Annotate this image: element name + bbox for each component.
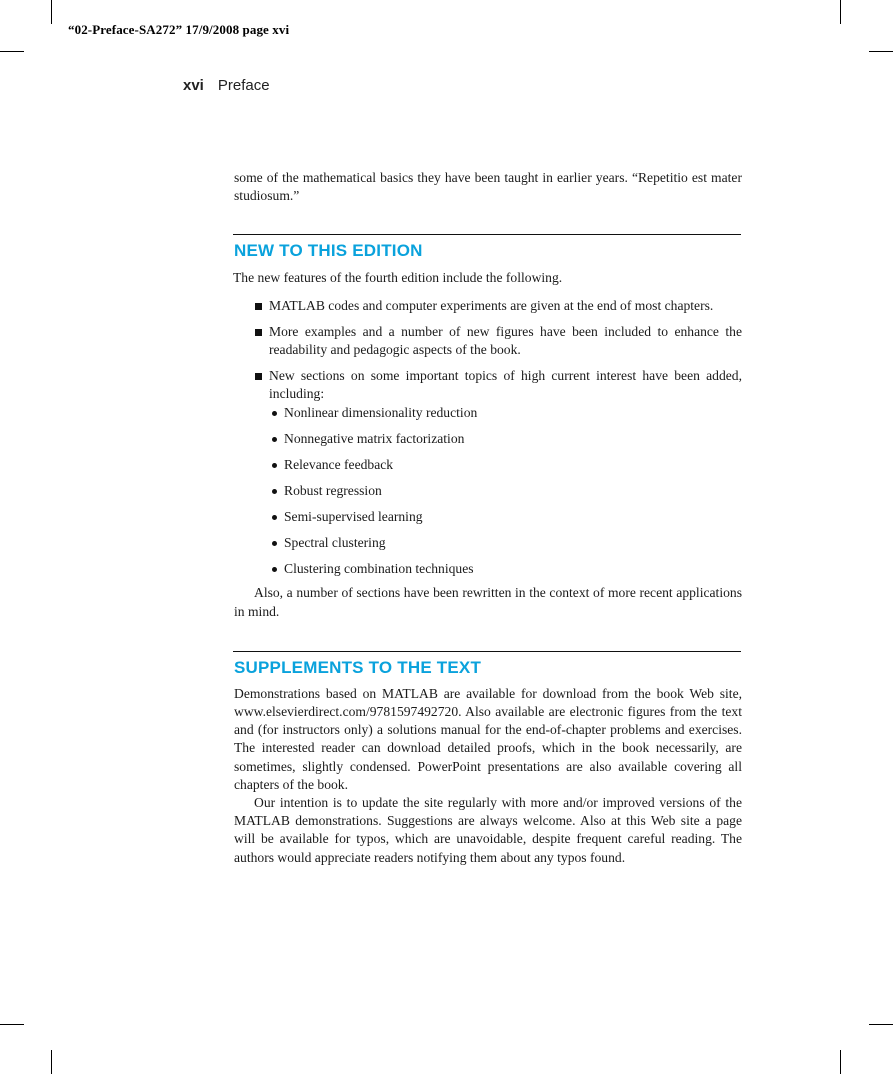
feature-list	[234, 297, 742, 579]
crop-mark-bottom-left-horizontal	[0, 1024, 24, 1025]
crop-mark-bottom-left	[51, 1050, 52, 1074]
sublist-item: Nonnegative matrix factorization	[284, 430, 742, 448]
topic-sublist	[269, 404, 742, 579]
supplements-paragraph: Demonstrations based on MATLAB are available for download from the book Web site, www.elsevierdirect.com/9781597492720. Also available are electronic figures from the text and (for instructors only) a solutions manual for the end-of-chapter problems and exercises. The interested reader can download detailed proofs, which in the book necessarily, are sometimes, slightly condensed. PowerPoint presentations are also available covering all chapters of the book.	[234, 685, 742, 792]
list-item: MATLAB codes and computer experiments are given at the end of most chapters.	[269, 297, 742, 315]
page-number: xvi	[183, 77, 204, 94]
crop-mark-bottom-right	[840, 1050, 841, 1074]
section-new-edition	[234, 234, 742, 620]
section-supplements	[234, 651, 742, 867]
list-item-text: New sections on some important topics of high current interest have been added, including:	[269, 368, 742, 402]
crop-mark-top-left-horizontal	[0, 51, 24, 52]
sublist-item: Nonlinear dimensionality reduction	[284, 404, 742, 422]
running-head	[183, 77, 270, 94]
crop-mark-top-right	[840, 0, 841, 24]
sublist-item: Relevance feedback	[284, 456, 742, 474]
section-rule	[233, 234, 741, 235]
running-title: Preface	[217, 77, 270, 94]
list-item: More examples and a number of new figures have been included to enhance the readability and pedagogic aspects of the book.	[269, 323, 742, 359]
list-item-with-sublist	[269, 367, 742, 578]
section-lead: The new features of the fourth edition include the following.	[233, 270, 563, 286]
page-body	[234, 169, 742, 867]
closing-paragraph: Also, a number of sections have been rewritten in the context of more recent applications in mind.	[234, 585, 742, 619]
section-rule	[233, 651, 741, 652]
sublist-item: Semi-supervised learning	[284, 508, 742, 526]
section-heading: NEW TO THIS EDITION	[234, 241, 423, 261]
sublist-item: Robust regression	[284, 482, 742, 500]
sublist-item: Clustering combination techniques	[284, 560, 742, 578]
section-heading: SUPPLEMENTS TO THE TEXT	[234, 657, 482, 677]
supplements-paragraph: Our intention is to update the site regularly with more and/or improved versions of the MATLAB demonstrations. Suggestions are always welcome. Also at this Web site a page will be available for typos, which are unavoidable, despite frequent careful reading. The authors would appreciate readers notifying them about any typos found.	[234, 795, 742, 865]
crop-mark-bottom-right-horizontal	[869, 1024, 893, 1025]
print-slug: “02-Preface-SA272” 17/9/2008 page xvi	[68, 22, 290, 37]
crop-mark-top-left	[51, 0, 52, 24]
crop-mark-top-right-horizontal	[869, 51, 893, 52]
intro-paragraph: some of the mathematical basics they have been taught in earlier years. “Repetitio est mater studiosum.”	[234, 170, 742, 204]
sublist-item: Spectral clustering	[284, 534, 742, 552]
